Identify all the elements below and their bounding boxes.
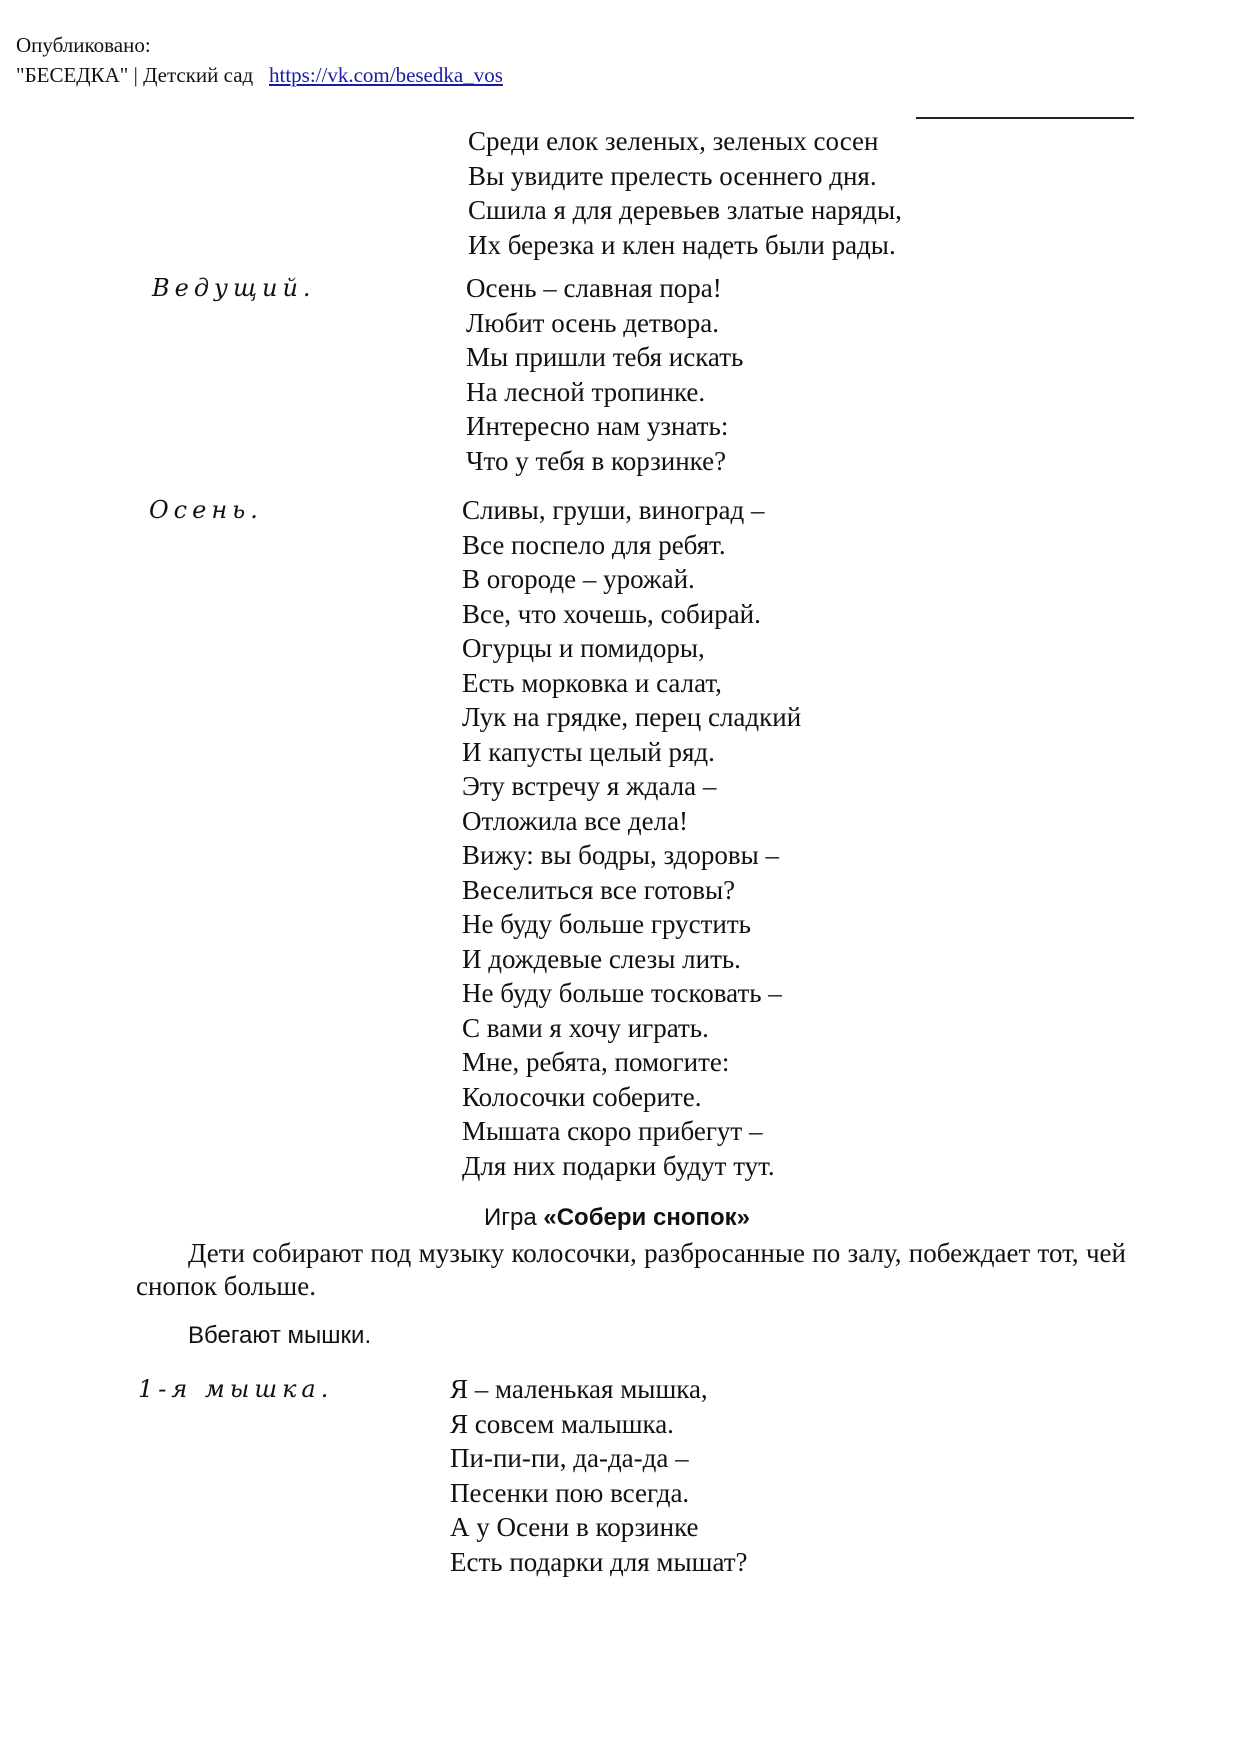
- verse-line: И капусты целый ряд.: [462, 736, 715, 767]
- game-title: [484, 1202, 750, 1234]
- host-verse: [466, 271, 743, 478]
- game-title-prefix: Игра: [484, 1204, 544, 1231]
- source-link[interactable]: https://vk.com/besedka_vos: [268, 63, 503, 87]
- top-divider: [916, 117, 1134, 119]
- verse-line: Мышата скоро прибегут –: [462, 1116, 763, 1146]
- verse-line: Среди елок зеленых, зеленых сосен: [468, 126, 879, 156]
- source-line: [16, 60, 503, 90]
- verse-line: Интересно нам узнать:: [466, 411, 729, 441]
- verse-line: С вами я хочу играть.: [462, 1012, 709, 1043]
- verse-line: Огурцы и помидоры,: [462, 633, 705, 663]
- verse-line: Мы пришли тебя искать: [466, 342, 744, 372]
- intro-verse: [468, 124, 902, 262]
- verse-line: Для них подарки будут тут.: [462, 1150, 775, 1181]
- verse-line: Все поспело для ребят.: [462, 529, 726, 560]
- published-label: Опубликовано:: [16, 33, 151, 57]
- verse-line: Сливы, груши, виноград –: [462, 495, 765, 525]
- verse-line: Веселиться все готовы?: [462, 874, 736, 905]
- verse-line: Не буду больше грустить: [462, 909, 751, 939]
- verse-line: Их березка и клен надеть были рады.: [468, 229, 896, 260]
- verse-line: На лесной тропинке.: [466, 376, 706, 407]
- verse-line: И дождевые слезы лить.: [462, 943, 741, 974]
- verse-line: Колосочки соберите.: [462, 1081, 702, 1112]
- mouse1-verse: [450, 1372, 748, 1579]
- verse-line: Лук на грядке, перец сладкий: [462, 702, 802, 732]
- verse-line: Отложила все дела!: [462, 805, 689, 836]
- verse-line: Я совсем малышка.: [450, 1408, 674, 1439]
- verse-line: Сшила я для деревьев златые наряды,: [468, 195, 902, 225]
- source-name: "БЕСЕДКА" | Детский сад: [16, 63, 254, 87]
- stage-direction: Вбегают мышки.: [188, 1322, 372, 1349]
- speaker-host: Ведущий.: [152, 274, 316, 302]
- publication-header: [16, 30, 503, 90]
- verse-line: А у Осени в корзинке: [450, 1512, 699, 1542]
- verse-line: Есть морковка и салат,: [462, 667, 722, 698]
- verse-line: В огороде – урожай.: [462, 564, 695, 594]
- verse-line: Есть подарки для мышат?: [450, 1546, 748, 1577]
- verse-line: Я – маленькая мышка,: [450, 1374, 708, 1404]
- verse-line: Песенки пою всегда.: [450, 1477, 690, 1508]
- verse-line: Любит осень детвора.: [466, 307, 720, 338]
- autumn-verse: [462, 493, 801, 1183]
- verse-line: Не буду больше тосковать –: [462, 978, 782, 1008]
- game-description: Дети собирают под музыку колосочки, разбросанные по залу, побеждает тот, чей снопок больше.: [136, 1238, 1126, 1301]
- speaker-mouse1: 1-я мышка.: [138, 1375, 334, 1403]
- verse-line: Вы увидите прелесть осеннего дня.: [468, 160, 877, 191]
- verse-line: Что у тебя в корзинке?: [466, 445, 727, 476]
- speaker-autumn: Осень.: [149, 496, 263, 524]
- verse-line: Эту встречу я ждала –: [462, 771, 717, 801]
- verse-line: Мне, ребята, помогите:: [462, 1047, 730, 1077]
- verse-line: Все, что хочешь, собирай.: [462, 598, 761, 629]
- verse-line: Осень – славная пора!: [466, 273, 722, 303]
- verse-line: Пи-пи-пи, да-да-да –: [450, 1443, 689, 1473]
- verse-line: Вижу: вы бодры, здоровы –: [462, 840, 780, 870]
- game-title-name: «Собери снопок»: [543, 1204, 750, 1231]
